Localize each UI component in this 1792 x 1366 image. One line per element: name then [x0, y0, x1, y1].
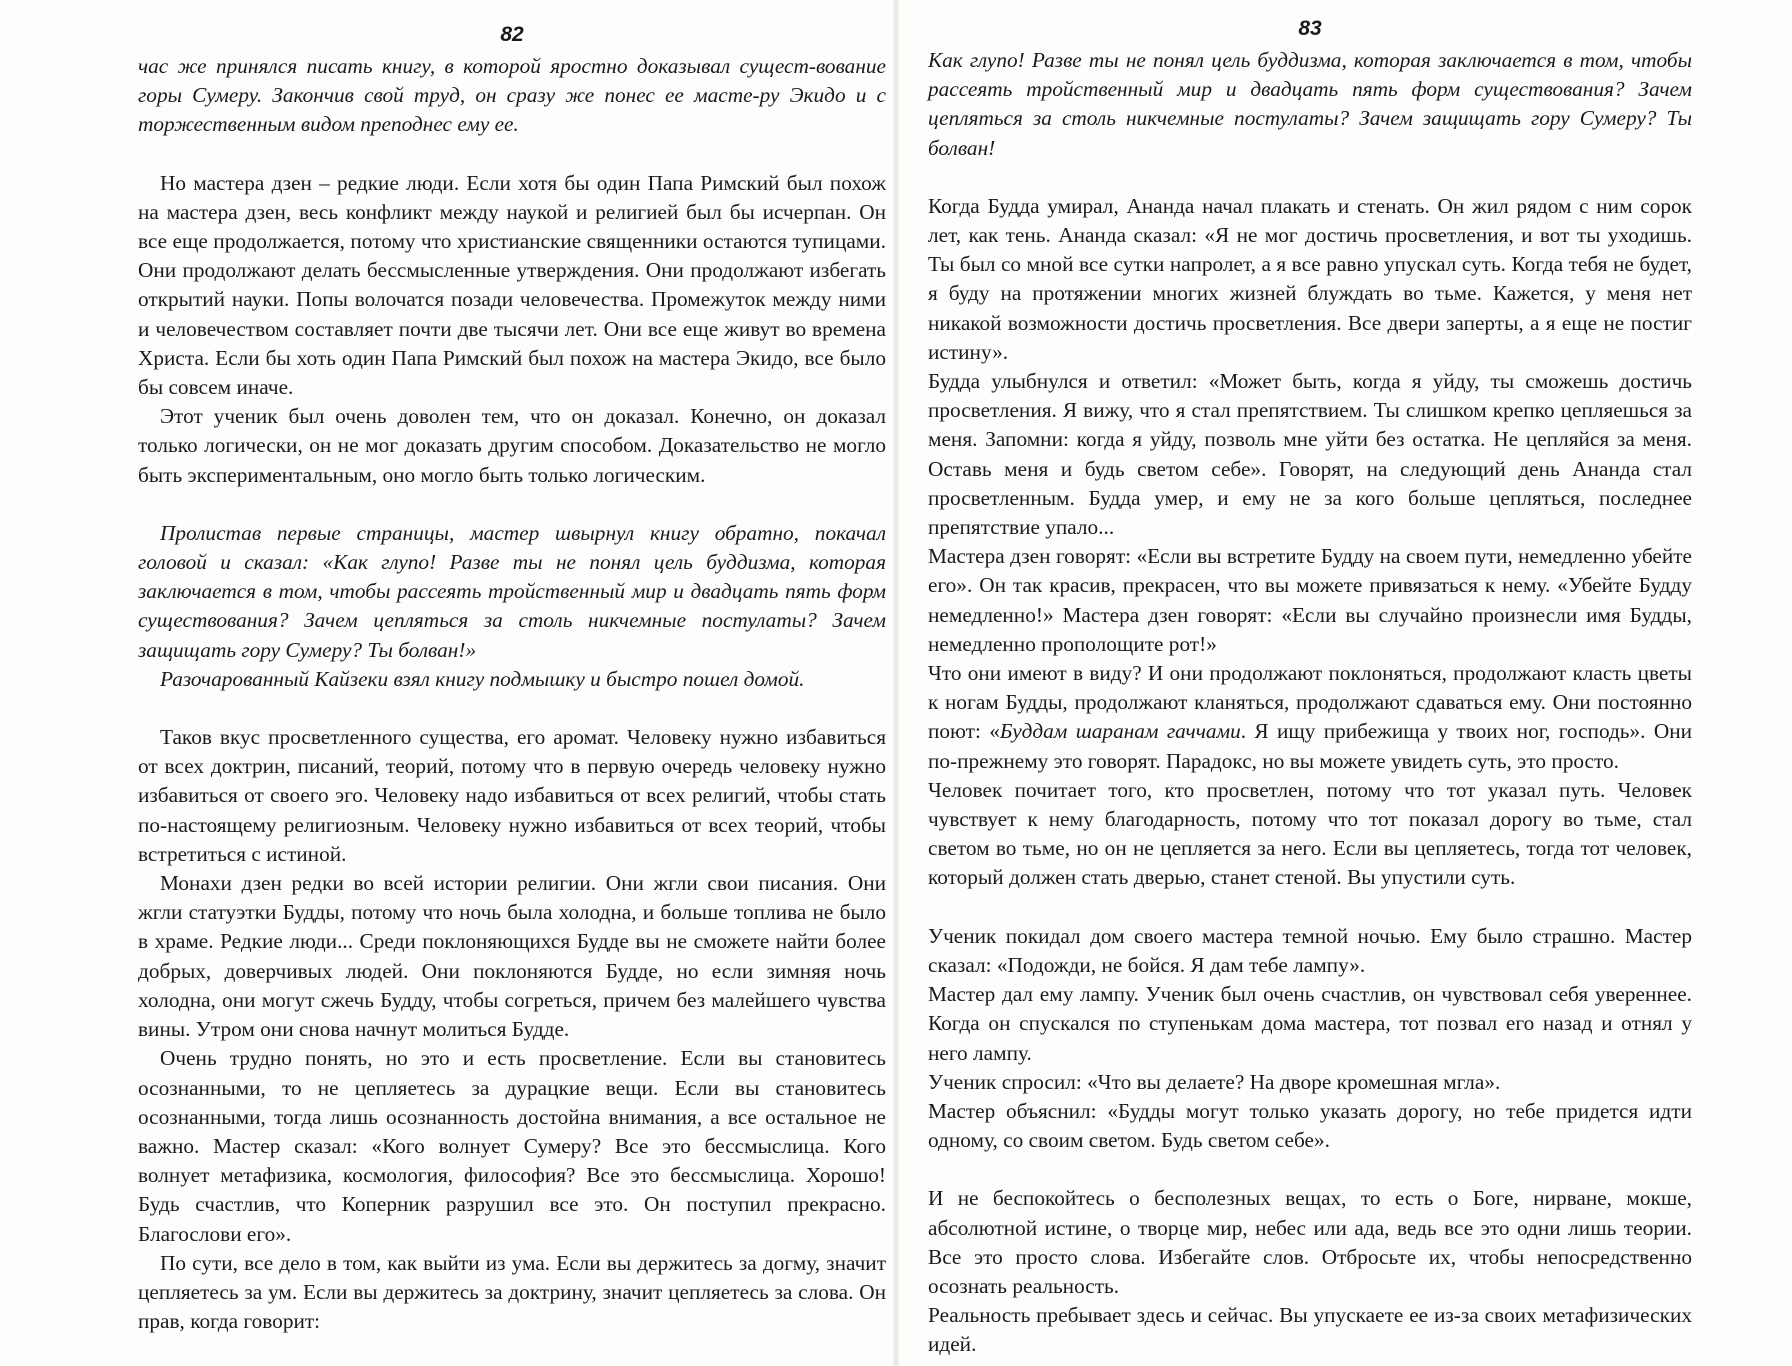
paragraph: Этот ученик был очень доволен тем, что он доказал. Конечно, он доказал только логически, он не мог доказать другим способом. Доказательство не могло быть экспериментальным, оно могло быть только логическим. — [138, 404, 886, 487]
quote-paragraph: Разочарованный Кайзеки взял книгу подмышку и быстро пошел домой. — [160, 666, 805, 691]
paragraph: Таков вкус просветленного существа, его аромат. Человеку нужно избавиться от всех доктрин, писаний, теорий, потому что в первую очередь человеку нужно избавиться от своего эго. Человеку надо избавиться от всех религий, чтобы стать по-настоящему религиозным. Человеку нужно избавиться от всех теорий, чтобы встретиться с истиной. — [138, 725, 886, 866]
paragraph: Ученик спросил: «Что вы делаете? На дворе кромешная мгла». — [928, 1069, 1501, 1094]
paragraph-text: . Я ищу прибежища у твоих ног, господь». Они по-прежнему это говорят. Парадокс, но вы можете увидеть суть, это просто. — [928, 719, 1693, 773]
paragraph: Реальность пребывает здесь и сейчас. Вы упускаете ее из-за своих метафизических идей. — [928, 1303, 1692, 1357]
paragraph: Ученик покидал дом своего мастера темной ночью. Ему было страшно. Мастер сказал: «Подожди, не бойся. Я дам тебе лампу». — [928, 923, 1692, 977]
paragraph: Будда улыбнулся и ответил: «Может быть, когда я уйду, ты сможешь достичь просветления. Я вижу, что я стал препятствием. Ты слишком крепко цепляешься за меня. Запомни: когда я уйду, позволь мне уйти без остатка. Не цепляйся за меня. Оставь меня и будь светом себе». Говорят, на следующий день Ананда стал просветленным. Будда умер, и ему не за кого больше цепляться, последнее препятствие упало... — [928, 369, 1692, 540]
paragraph: По сути, все дело в том, как выйти из ума. Если вы держитесь за догму, значит цепляетесь за ум. Если вы держитесь за доктрину, значит цепляетесь за слова. Он прав, когда говорит: — [138, 1250, 886, 1334]
mantra-text: Буддам шаранам гаччами — [999, 719, 1241, 744]
quote-paragraph: Как глупо! Разве ты не понял цель буддизма, которая заключается в том, чтобы рассеять тройственный мир и двадцать пять форм существования? Зачем цепляться за столь никчемные постулаты? Зачем защищать гору Сумеру? Ты болван! — [928, 48, 1692, 160]
page-number: 83 — [1298, 17, 1322, 40]
paragraph: Человек почитает того, кто просветлен, потому что тот указал путь. Человек чувствует к нему благодарность, потому что тот показал дорогу во тьме, стал светом во тьме, но он не цепляется за него. Если вы цепляетесь, тогда тот человек, который должен стать дверью, станет стеной. Вы упустили суть. — [928, 777, 1692, 890]
paragraph: Очень трудно понять, но это и есть просветление. Если вы становитесь осознанными, то не цепляетесь за дурацкие вещи. Если вы становитесь осознанными, тогда лишь осознанность достойна внимания, а все остальное не важно. Мастер сказал: «Кого волнует Сумеру? Все это бессмыслица. Кого волнует метафизика, космология, философия? Все это бессмыслица. Хорошо! Будь счастлив, что Коперник разрушил все это. Он поступил прекрасно. Благослови его». — [138, 1046, 886, 1246]
paragraph: Мастер объяснил: «Будды могут только указать дорогу, но тебе придется идти одному, со своим светом. Будь светом себе». — [928, 1098, 1692, 1153]
right-page — [896, 0, 1792, 1366]
paragraph-text: Что они имеют в виду? И они продолжают поклоняться, продолжают класть цветы к ногам Будды, продолжают кланяться, продолжают сдаваться ему. Они постоянно поют: « — [928, 661, 1692, 744]
paragraph: Но мастера дзен – редкие люди. Если хотя бы один Папа Римский был похож на мастера дзен, весь конфликт между наукой и религией был бы исчерпан. Он все еще продолжается, потому что христианские священники остаются тупицами. Они продолжают делать бессмысленные утверждения. Они продолжают избегать открытий науки. Попы волочатся позади человечества. Промежуток между ними и человечеством составляет почти две тысячи лет. Они все еще живут во времена Христа. Если бы хоть один Папа Римский был похож на мастера Экидо, все было бы совсем иначе. — [138, 170, 886, 400]
paragraph: Монахи дзен редки во всей истории религии. Они жгли свои писания. Они жгли статуэтки Будды, потому что ночь была холодна, и больше топлива не было в храме. Редкие люди... Среди поклоняющихся Будде вы не сможете найти более добрых, доверчивых людей. Они поклоняются Будде, но если зимняя ночь холодна, они могут сжечь Будду, чтобы согреться, причем без малейшего чувства вины. Утром они снова начнут молиться Будде. — [138, 871, 886, 1042]
paragraph: Когда Будда умирал, Ананда начал плакать и стенать. Он жил рядом с ним сорок лет, как тень. Ананда сказал: «Я не мог достичь просветления, и вот ты уходишь. Ты был со мной все сутки напролет, а я все равно упускал суть. Когда тебя не будет, я буду на протяжении многих жизней блуждать во тьме. Кажется, у меня нет никакой возможности достичь просветления. Все двери заперты, а я еще не постиг истину». — [928, 193, 1692, 364]
paragraph: И не беспокойтесь о бесполезных вещах, то есть о Боге, нирване, мокше, абсолютной истине, о творце мир, небес или ада, ведь все это одни лишь теории. Все это просто слова. Избегайте слов. Отбросьте их, чтобы непосредственно осознать реальность. — [928, 1186, 1692, 1298]
paragraph: час же принялся писать книгу, в которой яростно доказывал сущест-вование горы Сумеру. Закончив свой труд, он сразу же понес ее масте-ру Экидо и с торжественным видом преподнес ему ее. — [138, 54, 886, 137]
quote-paragraph: Пролистав первые страницы, мастер швырнул книгу обратно, покачал головой и сказал: «Как глупо! Разве ты не понял цель буддизма, которая заключается в том, чтобы рассеять тройственный мир и двадцать пять форм существования? Зачем цепляться за столь никчемные постулаты? Зачем защищать гору Сумеру? Ты болван!» — [138, 520, 886, 662]
page-number: 82 — [500, 23, 524, 46]
paragraph: Мастера дзен говорят: «Если вы встретите Будду на своем пути, немедленно убейте его». Он так красив, прекрасен, что вы можете привязаться к нему. «Убейте Будду немедленно!» Мастера дзен говорят: «Если вы случайно произнесли имя Будды, немедленно прополощите рот!» — [928, 544, 1692, 656]
paragraph — [928, 659, 1692, 776]
paragraph: Мастер дал ему лампу. Ученик был очень счастлив, он чувствовал себя увереннее. Когда он спускался по ступенькам дома мастера, тот позвал его назад и отнял у него лампу. — [928, 982, 1692, 1065]
